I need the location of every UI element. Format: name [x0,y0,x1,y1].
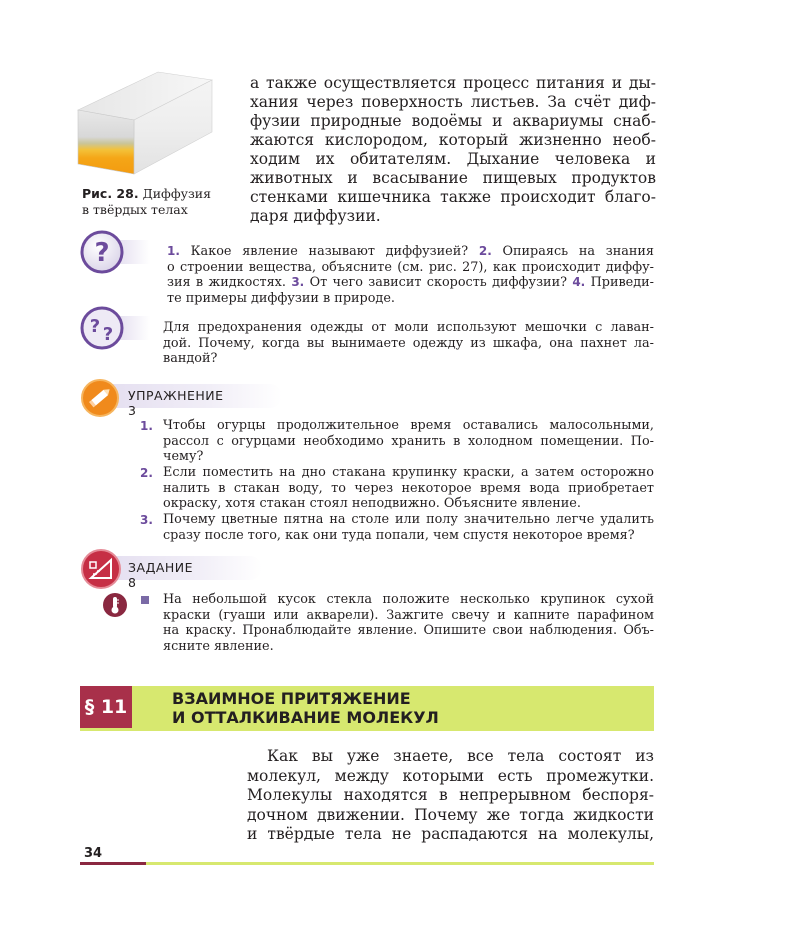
review-questions [167,244,654,307]
question-text: зия в жидкостях. [167,275,292,291]
text-line: жаются кислородом, который жизненно необ- [250,131,656,149]
footer-rule [146,862,654,865]
text-line: На небольшой кусок стекла положите несколько крупинок сухой [163,592,654,607]
exercise-item [140,465,660,512]
svg-text:?: ? [94,238,110,268]
text-line: животных и всасывание пищевых продуктов [250,169,656,187]
text-line: Если поместить на дно стакана крупинку краски, а затем осторожно [163,465,654,480]
text-line: ходим их обитателям. Дыхание человека и [250,150,656,168]
question-number: 2. [478,244,492,258]
text-line: даря диффузии. [250,207,381,225]
question-text: От чего зависит скорость диффузии? [304,275,573,291]
text-line: чему? [163,449,204,465]
page-number: 34 [84,846,103,861]
exercise-item [140,512,660,544]
exercise-item-number: 1. [140,419,153,433]
task-title: ЗАДАНИЕ 8 [128,560,194,590]
section-title [172,689,439,727]
text-line: вандой? [163,351,218,367]
text-line: рассол с огурцами необходимо хранить в холодном помещении. По- [163,433,654,449]
figure-caption-line-1: Диффузия [142,186,212,201]
question-text: те примеры диффузии в природе. [167,291,395,307]
text-line: Для предохранения одежды от моли используют мешочки с лаван- [163,320,654,335]
exercise-list [140,418,660,544]
pencil-icon [80,378,120,418]
question-text: Опираясь на знания [491,244,654,259]
figure-caption [82,186,232,218]
text-line: окраску, хотя стакан стоял неподвижно. Объясните явление. [163,496,581,512]
task-text [163,592,654,655]
bullet-square [141,596,149,604]
text-line: Как вы уже знаете, все тела состоят из [267,747,654,765]
text-line: ясните явление. [163,639,274,655]
text-line: сразу после того, как они туда попали, чем спустя некоторое время? [163,527,635,543]
diffusion-block-illustration [76,70,216,180]
text-line: Почему цветные пятна на столе или полу значительно легче удалить [163,512,654,527]
text-line: и твёрдые тела не распадаются на молекулы, [247,825,654,844]
question-text: Приведи- [585,275,654,291]
exercise-title: УПРАЖНЕНИЕ 3 [128,388,224,418]
text-line: хания через поверхность листьев. За счёт диф- [250,93,656,111]
exercise-item-number: 2. [140,466,153,480]
footer-rule-accent [80,862,146,865]
text-line [167,244,654,260]
ruler-triangle-icon [80,548,122,590]
text-line: стенками кишечника также происходит благо- [250,188,656,206]
figure-diffusion-solids [76,70,216,180]
text-line: налить в стакан воду, то через некоторое время вода приобретает [163,480,654,496]
section-underline [80,728,654,731]
question-number: 3. [291,275,305,290]
exercise-item-number: 3. [140,513,153,527]
question-text: о строении вещества, объясните (см. рис. 27), как происходит диффу- [167,259,654,275]
exercise-item [140,418,660,465]
text-line: а также осуществляется процесс питания и ды- [250,74,656,92]
text-line: Чтобы огурцы продолжительное время оставались малосольными, [163,418,654,433]
top-paragraph [250,74,656,226]
svg-text:?: ? [102,324,114,345]
text-line: фузии природные водоёмы и аквариумы снаб- [250,112,656,130]
section-title-line: ВЗАИМНОЕ ПРИТЯЖЕНИЕ [172,689,411,708]
text-line: молекул, между которыми есть промежутки. [247,766,654,785]
think-question [163,320,654,367]
section-title-line: И ОТТАЛКИВАНИЕ МОЛЕКУЛ [172,708,439,727]
text-line: дой. Почему, когда вы вынимаете одежду из шкафа, она пахнет ла- [163,335,654,351]
text-line [167,291,654,307]
section-body-paragraph [247,747,654,845]
figure-caption-number: Рис. 28. [82,186,139,201]
text-line [167,275,654,291]
thermometer-icon [102,592,128,618]
question-number: 4. [572,275,586,290]
text-line [167,260,654,276]
question-mark-icon [80,230,150,278]
text-line: краски (гуаши или акварели). Зажгите свечу и капните парафином [163,607,654,623]
text-line: Молекулы находятся в непрерывном беспоря- [247,786,654,805]
svg-text:?: ? [89,316,101,337]
figure-caption-line-2: в твёрдых телах [82,202,188,217]
double-question-icon [80,306,150,354]
section-number-badge: § 11 [80,686,132,728]
text-line: дочном движении. Почему же тогда жидкости [247,805,654,824]
question-text: Какое явление называют диффузией? [179,244,479,259]
text-line: на краску. Пронаблюдайте явление. Опишите свои наблюдения. Объ- [163,623,654,639]
question-number: 1. [167,244,180,258]
